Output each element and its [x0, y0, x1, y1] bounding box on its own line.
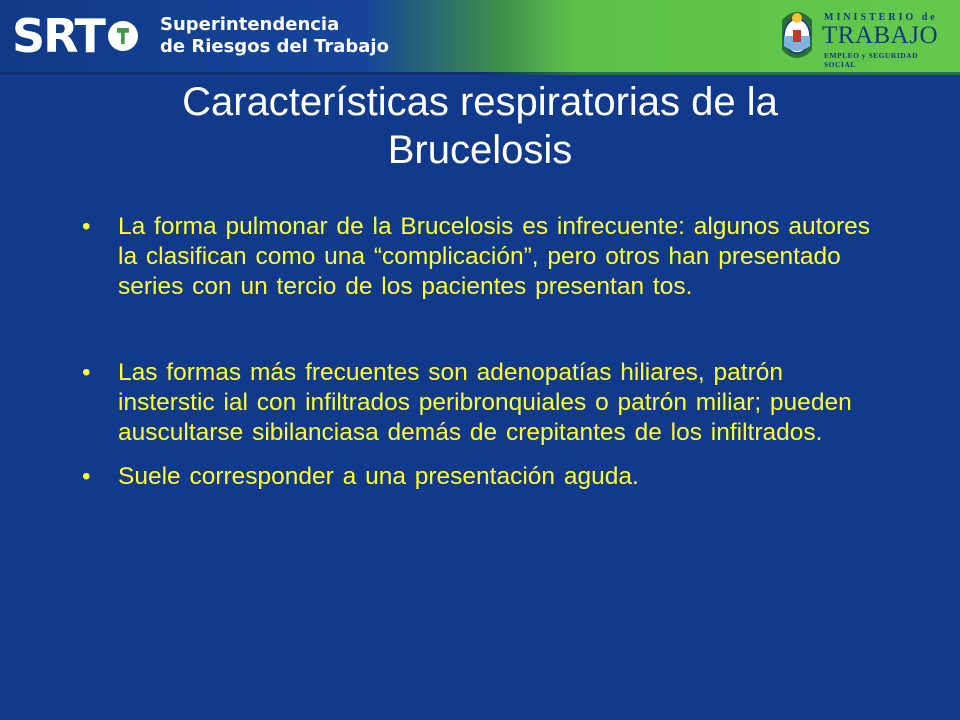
bullet-dot-icon: •	[82, 359, 91, 386]
bullet-item	[80, 212, 880, 302]
slide-title-line2: Brucelosis	[387, 128, 573, 172]
bullet-list	[80, 212, 880, 492]
bullet-dot-icon: •	[82, 213, 91, 240]
srt-logo	[12, 10, 138, 62]
srt-logo-icon	[108, 21, 138, 51]
ministry-main-text: TRABAJO	[822, 22, 939, 49]
bullet-text: Suele corresponder a una presentación aguda.	[118, 463, 639, 490]
organization-name	[160, 14, 389, 58]
organization-name-line2: de Riesgos del Trabajo	[160, 36, 389, 57]
bullet-dot-icon: •	[82, 463, 91, 490]
ministry-top-text: MINISTERIO de	[824, 12, 938, 23]
organization-name-line1: Superintendencia	[160, 14, 340, 35]
bullet-item	[80, 358, 880, 448]
ministry-sub-text: EMPLEO y SEGURIDAD SOCIAL	[824, 51, 919, 69]
bullet-item	[80, 462, 880, 492]
slide-title	[80, 78, 880, 174]
argentina-seal-icon	[776, 6, 818, 66]
slide-title-line1: Características respiratorias de la	[182, 80, 778, 124]
ministry-logo	[776, 6, 952, 68]
bullet-text: Las formas más frecuentes son adenopatías hiliares, patrón insterstic ial con infiltrados peribronquiales o patrón miliar; pueden auscultarse sibilanciasa demás de crepitantes de los infiltrados.	[118, 359, 852, 446]
bullet-text: La forma pulmonar de la Brucelosis es infrecuente: algunos autores la clasifican como una “complicación”, pero otros han presentado series con un tercio de los pacientes presentan tos.	[118, 213, 871, 300]
header-bar	[0, 0, 960, 72]
header-divider	[0, 72, 960, 75]
srt-logo-text: SRT	[12, 9, 104, 63]
